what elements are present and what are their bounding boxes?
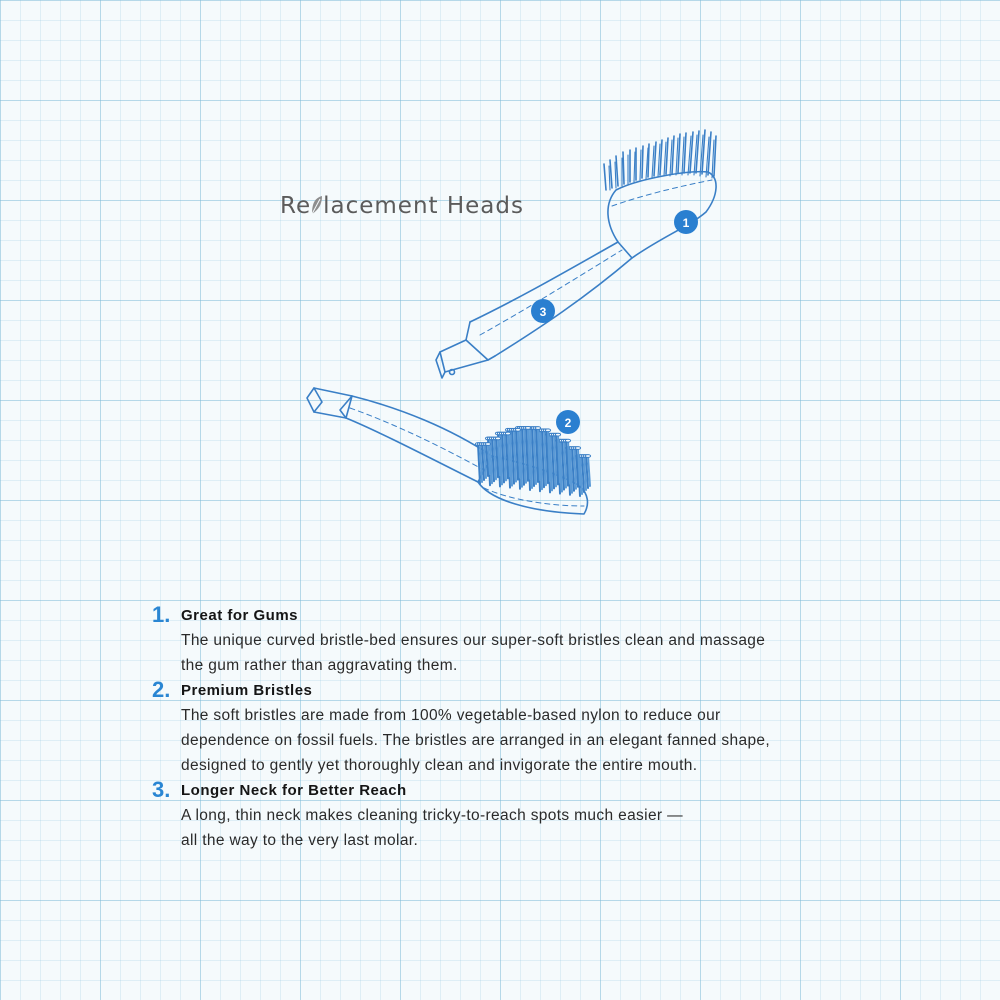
bristle-tip xyxy=(535,427,540,430)
bristle-tip xyxy=(485,443,490,446)
upper-brush-head xyxy=(436,130,716,378)
feature-heading: Great for Gums xyxy=(181,607,299,624)
bristle-tip xyxy=(575,447,580,450)
bristle-tip xyxy=(495,437,500,440)
feature-item-neck xyxy=(152,778,852,853)
title-suffix: lacement Heads xyxy=(323,193,524,219)
feature-line: dependence on fossil fuels. The bristles are arranged in an elegant fanned shape, xyxy=(181,732,771,749)
lower-bristles xyxy=(475,426,590,496)
upper-bristles xyxy=(604,130,716,190)
feature-line: The unique curved bristle-bed ensures our super-soft bristles clean and massage xyxy=(181,632,766,649)
feature-item-bristles xyxy=(152,678,852,778)
bristle-tip xyxy=(545,429,550,432)
bristle-tip xyxy=(555,433,560,436)
callout-3-marker xyxy=(531,299,555,323)
feature-item-gums xyxy=(152,603,852,678)
callout-1-marker xyxy=(674,210,698,234)
callout-1-label: 1 xyxy=(682,216,690,230)
bristle-tip xyxy=(565,439,570,442)
title-prefix: Re xyxy=(280,193,312,219)
feature-list xyxy=(152,603,852,853)
feature-line: designed to gently yet thoroughly clean and invigorate the entire mouth. xyxy=(181,757,698,774)
feature-heading: Longer Neck for Better Reach xyxy=(181,782,407,799)
bristle-tip xyxy=(525,426,530,429)
callout-3-label: 3 xyxy=(539,305,547,319)
feature-number: 3. xyxy=(152,777,171,802)
callout-2-label: 2 xyxy=(564,416,572,430)
feature-number: 2. xyxy=(152,677,171,702)
bristle-tip xyxy=(585,455,590,458)
bristle-tip xyxy=(515,428,520,431)
feature-line: A long, thin neck makes cleaning tricky-to-reach spots much easier — xyxy=(181,807,683,824)
feature-line: the gum rather than aggravating them. xyxy=(181,657,458,674)
feature-number: 1. xyxy=(152,602,171,627)
bristle-tip xyxy=(505,432,510,435)
feature-line: all the way to the very last molar. xyxy=(181,832,419,849)
callout-2-marker xyxy=(556,410,580,434)
feature-line: The soft bristles are made from 100% vegetable-based nylon to reduce our xyxy=(181,707,721,724)
lower-brush-head xyxy=(307,388,591,514)
feature-heading: Premium Bristles xyxy=(181,682,313,699)
